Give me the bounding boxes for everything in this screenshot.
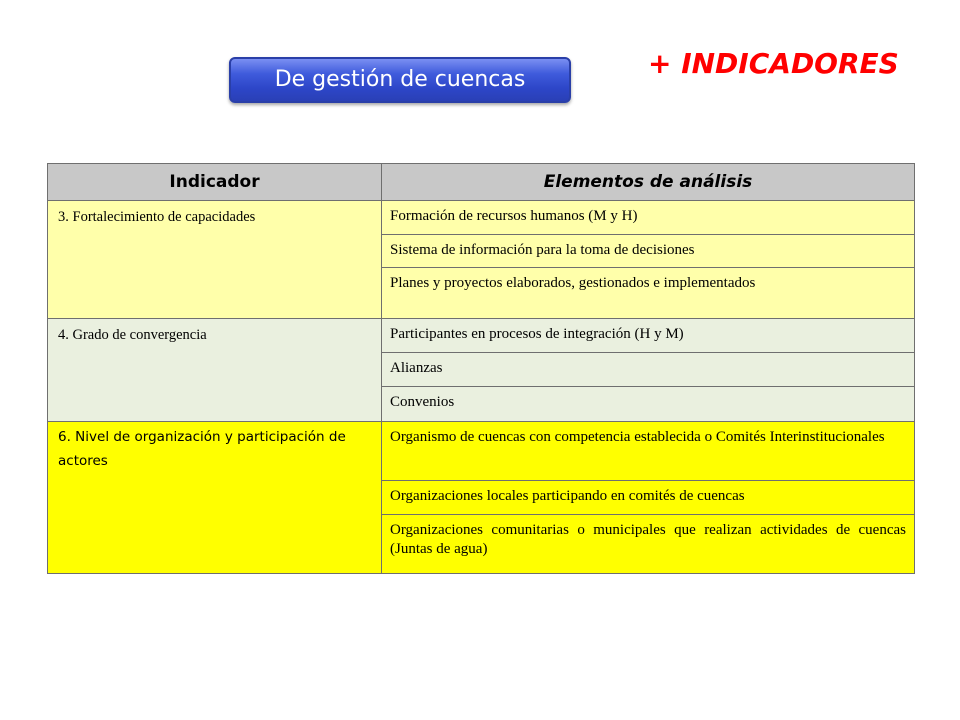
element-cell: Planes y proyectos elaborados, gestionados e implementados <box>382 268 915 319</box>
indicators-table <box>47 163 915 574</box>
indicator-cell: 4. Grado de convergencia <box>48 319 382 422</box>
column-header-elements: Elementos de análisis <box>382 164 915 201</box>
column-header-indicator: Indicador <box>48 164 382 201</box>
table-row <box>48 201 915 235</box>
element-cell: Participantes en procesos de integración (H y M) <box>382 319 915 353</box>
table-header-row <box>48 164 915 201</box>
element-cell: Organizaciones comunitarias o municipales que realizan actividades de cuencas (Juntas de agua) <box>382 515 915 574</box>
table-row <box>48 319 915 353</box>
element-cell: Organismo de cuencas con competencia establecida o Comités Interinstitucionales <box>382 422 915 481</box>
element-cell: Alianzas <box>382 353 915 387</box>
page-headline: + INDICADORES <box>648 47 899 80</box>
element-cell: Convenios <box>382 387 915 422</box>
indicator-cell: 6. Nivel de organización y participación de actores <box>48 422 382 574</box>
element-cell: Organizaciones locales participando en comités de cuencas <box>382 481 915 515</box>
element-cell: Formación de recursos humanos (M y H) <box>382 201 915 235</box>
table-row <box>48 422 915 481</box>
indicator-cell: 3. Fortalecimiento de capacidades <box>48 201 382 319</box>
section-badge: De gestión de cuencas <box>229 57 571 103</box>
element-cell: Sistema de información para la toma de decisiones <box>382 235 915 268</box>
